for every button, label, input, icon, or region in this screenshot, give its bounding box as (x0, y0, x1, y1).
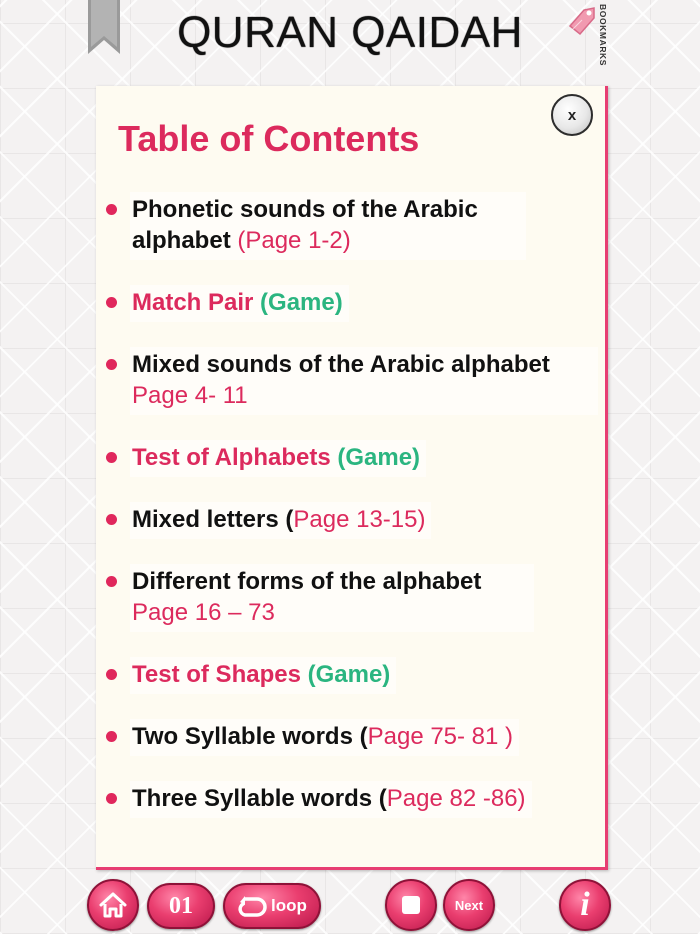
home-icon (98, 891, 128, 919)
next-label: Next (454, 897, 484, 913)
toc-item-label: Match Pair (132, 289, 254, 316)
info-icon: i (580, 886, 590, 923)
bullet-icon (106, 576, 117, 587)
toc-panel (96, 86, 608, 870)
bookmarks-label: BOOKMARKS (598, 4, 608, 67)
toc-item-pages: Page 82 -86) (386, 785, 526, 812)
toc-item-game-tag: (Game) (307, 661, 391, 688)
loop-label: loop (271, 896, 307, 915)
stop-icon (402, 896, 420, 914)
toc-item-paren: ( (359, 723, 368, 750)
bullet-icon (106, 297, 117, 308)
toc-item-pages: (Page 1-2) (237, 227, 351, 254)
bookmark-tag-icon (564, 4, 598, 40)
toc-item-label: Phonetic sounds of the Arabic alphabet (132, 196, 478, 254)
toc-item-label: Different forms of the alphabet (132, 568, 482, 595)
toc-item-label: Test of Shapes (132, 661, 301, 688)
toc-item-label: Mixed letters (132, 506, 279, 533)
bullet-icon (106, 793, 117, 804)
page-number: 01 (169, 892, 193, 919)
toc-item-paren: ( (378, 785, 387, 812)
toc-item-pages: Page 16 – 73 (132, 599, 275, 626)
bottom-toolbar (0, 876, 700, 934)
bullet-icon (106, 204, 117, 215)
toc-item-paren: ( (285, 506, 294, 533)
toc-title: Table of Contents (118, 118, 420, 159)
toc-item-label: Two Syllable words (132, 723, 353, 750)
close-button[interactable] (551, 94, 593, 136)
loop-button[interactable] (223, 883, 321, 929)
bullet-icon (106, 452, 117, 463)
info-button[interactable] (559, 879, 611, 931)
loop-icon (237, 893, 267, 919)
app-title: QURAN QAIDAH (177, 8, 523, 57)
toc-item-pages: Page 13-15) (293, 506, 426, 533)
toc-item-label: Test of Alphabets (132, 444, 331, 471)
bullet-icon (106, 514, 117, 525)
header (0, 0, 700, 80)
page-number-button[interactable] (147, 883, 215, 929)
toc-item-pages: Page 4- 11 (132, 382, 248, 409)
bullet-icon (106, 731, 117, 742)
toc-item-game-tag: (Game) (260, 289, 343, 316)
close-icon: x (567, 106, 577, 124)
next-button[interactable] (443, 879, 495, 931)
toc-item-label: Mixed sounds of the Arabic alphabet (132, 351, 550, 378)
stop-button[interactable] (385, 879, 437, 931)
toc-item-pages: Page 75- 81 ) (367, 723, 514, 750)
toc-item-game-tag: (Game) (337, 444, 421, 471)
bookmarks-button[interactable] (562, 0, 612, 78)
bullet-icon (106, 669, 117, 680)
home-button[interactable] (87, 879, 139, 931)
bullet-icon (106, 359, 117, 370)
toc-item-label: Three Syllable words (132, 785, 373, 812)
